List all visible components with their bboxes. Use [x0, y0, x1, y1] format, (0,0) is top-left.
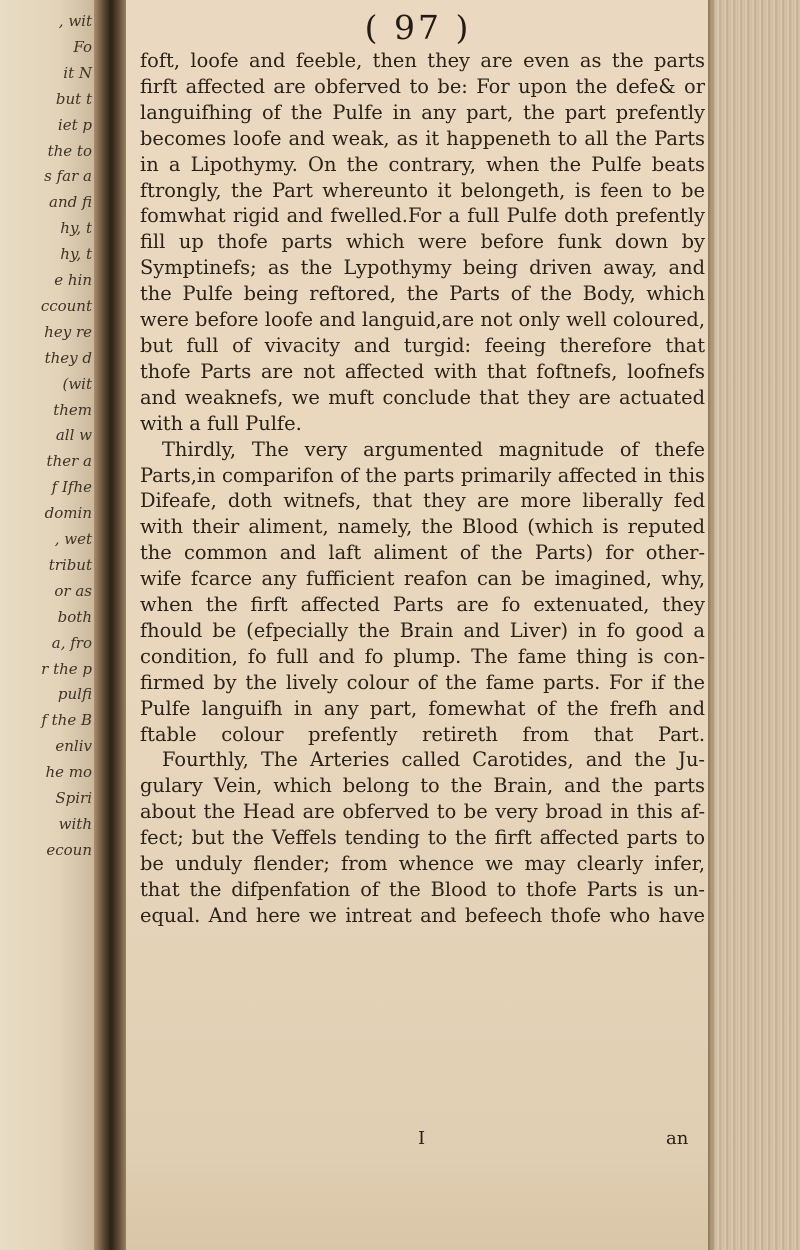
left-page-fragment: (wit [62, 374, 92, 393]
text-line: thofe Parts are not affected with that foftnefs, loofnefs [140, 359, 705, 383]
left-page-fragment: hy, t [60, 245, 92, 264]
text-line: Parts,in comparifon of the parts primarily affected in this [140, 463, 705, 487]
left-page-fragment: he mo [45, 763, 92, 782]
left-page-fragment: ccount [40, 296, 92, 315]
left-facing-page [0, 0, 98, 1250]
left-page-fragment: it N [63, 63, 92, 82]
text-line: in a Lipothymy. On the contrary, when the Pulfe beats [140, 152, 705, 176]
catchword: an [666, 1128, 689, 1149]
text-line: about the Head are obferved to be very broad in this af- [140, 800, 705, 824]
signature-mark: I [418, 1128, 426, 1149]
left-page-fragment: pulfi [57, 685, 92, 704]
text-line: fhould be (efpecially the Brain and Liver) in fo good a [140, 618, 705, 642]
text-line: with their aliment, namely, the Blood (which is reputed [140, 515, 705, 539]
left-page-fragment: , wit [58, 12, 92, 30]
left-page-fragment: hy, t [60, 219, 92, 238]
text-line: the Pulfe being reftored, the Parts of the Body, which [140, 282, 705, 306]
text-line: fill up thofe parts which were before funk down by [140, 230, 705, 254]
text-line: gulary Vein, which belong to the Brain, and the parts [140, 774, 705, 798]
text-line: ftrongly, the Part whereunto it belongeth, is feen to be [140, 178, 705, 202]
left-page-fragment: the to [47, 141, 92, 160]
left-page-fragment: but t [55, 89, 92, 108]
text-line: wife fcarce any fufficient reafon can be imagined, why, [140, 567, 705, 591]
text-line: equal. And here we intreat and befeech thofe who have [140, 903, 705, 927]
left-page-fragment: Fo [73, 37, 92, 56]
text-line: Fourthly, The Arteries called Carotides, and the Ju- [162, 748, 705, 772]
book-page [126, 0, 710, 1250]
text-line: firmed by the lively colour of the fame parts. For if the [140, 670, 705, 694]
left-page-fragment: e hin [54, 271, 92, 289]
text-line: Difeafe, doth witnefs, that they are more liberally fed [140, 489, 705, 513]
left-page-fragment: tribut [48, 555, 92, 574]
left-page-fragment: f the B [41, 711, 92, 730]
left-page-fragment: and fi [49, 193, 92, 212]
text-line: Thirdly, The very argumented magnitude of thefe [162, 437, 705, 461]
left-page-fragment: all w [55, 426, 92, 445]
left-page-fragment: hey re [44, 322, 92, 341]
body-text [140, 48, 705, 929]
left-page-fragment: they d [44, 348, 92, 367]
text-line: languifhing of the Pulfe in any part, the part prefently [140, 100, 705, 124]
left-page-fragment: f Ifhe [51, 478, 92, 497]
page-bottom-shade [126, 1150, 710, 1250]
left-page-fragment: domin [44, 504, 92, 523]
left-page-fragment: them [53, 400, 92, 419]
left-page-fragment: ecoun [46, 840, 92, 859]
left-page-fragment: enliv [55, 737, 92, 756]
text-line: condition, fo full and fo plump. The fame thing is con- [140, 644, 705, 668]
left-page-fragment: both [57, 607, 92, 626]
left-page-fragment: a, fro [51, 633, 92, 652]
text-line: firft affected are obferved to be: For upon the defe& or [140, 74, 705, 98]
text-line: fect; but the Veffels tending to the firft affected parts to [140, 826, 705, 850]
left-page-fragment: s far a [44, 167, 92, 186]
left-page-fragment: ther a [46, 452, 92, 471]
text-line: with a full Pulfe. [140, 411, 302, 435]
left-page-fragment: r the p [41, 659, 92, 678]
left-page-fragment: with [58, 814, 92, 833]
text-line: be unduly flender; from whence we may clearly infer, [140, 852, 705, 876]
page-edges [708, 0, 800, 1250]
text-line: when the firft affected Parts are fo extenuated, they [140, 593, 705, 617]
text-line: ftable colour prefently retireth from that Part. [140, 722, 705, 746]
text-line: but full of vivacity and turgid: feeing therefore that [140, 333, 705, 357]
page-number: ( 97 ) [364, 8, 472, 47]
book-gutter [94, 0, 128, 1250]
left-page-fragment: or as [54, 581, 92, 600]
left-page-fragment: Spiri [55, 789, 92, 807]
text-line: Pulfe languifh in any part, fomewhat of the frefh and [140, 696, 705, 720]
text-line: fomwhat rigid and fwelled.For a full Pulfe doth prefently [140, 204, 705, 228]
text-line: and weaknefs, we muft conclude that they are actuated [140, 385, 705, 409]
text-line: Symptinefs; as the Lypothymy being driven away, and [140, 256, 705, 280]
left-page-fragment: iet p [57, 115, 92, 134]
text-line: foft, loofe and feeble, then they are even as the parts [140, 49, 705, 72]
text-line: the common and laft aliment of the Parts) for other- [140, 541, 705, 565]
text-line: becomes loofe and weak, as it happeneth to all the Parts [140, 126, 705, 150]
text-line: that the difpenfation of the Blood to thofe Parts is un- [140, 878, 705, 901]
left-page-fragment: , wet [54, 530, 92, 548]
text-line: were before loofe and languid,are not only well coloured, [140, 308, 705, 332]
